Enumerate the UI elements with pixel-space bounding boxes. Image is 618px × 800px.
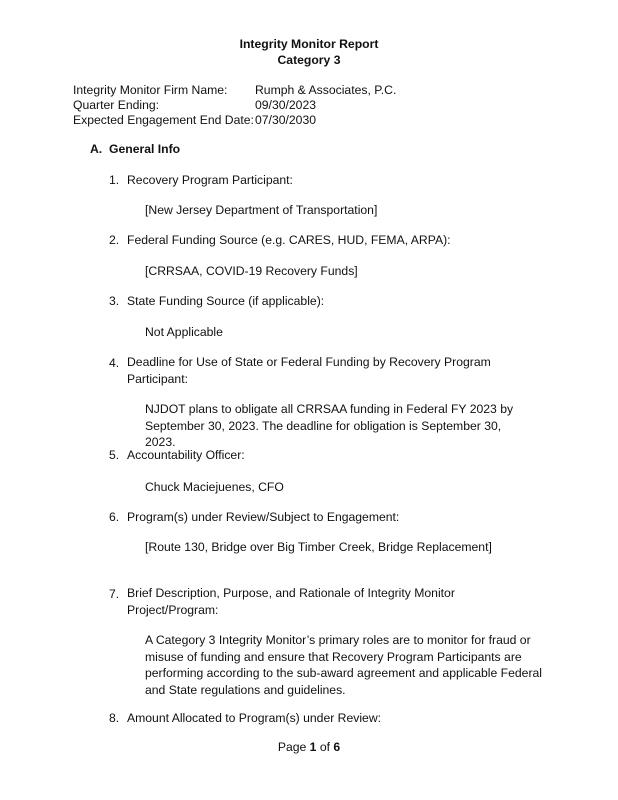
item-number: 4. — [109, 356, 120, 370]
item-number: 1. — [109, 173, 120, 187]
page-current: 1 — [309, 740, 317, 754]
item-number: 8. — [109, 711, 120, 725]
page-label: Page — [277, 740, 307, 754]
item-question: State Funding Source (if applicable): — [127, 294, 325, 308]
page-footer — [0, 740, 618, 754]
meta-label-quarter-ending: Quarter Ending: — [73, 98, 160, 112]
section-title: General Info — [109, 142, 181, 156]
item-answer: A Category 3 Integrity Monitor’s primary roles are to monitor for fraud or misuse of funding and ensure that Recovery Program Participants are performing according to the sub-award agreement and applicable Federal and State regulations and guidelines. — [145, 633, 543, 697]
item-question: Federal Funding Source (e.g. CARES, HUD, FEMA, ARPA): — [127, 233, 451, 247]
meta-label-firm-name: Integrity Monitor Firm Name: — [73, 83, 228, 97]
item-number: 3. — [109, 294, 120, 308]
meta-value-end-date: 07/30/2030 — [255, 113, 316, 127]
item-answer: Not Applicable — [145, 325, 223, 339]
section-marker: A. — [90, 142, 103, 156]
meta-label-end-date: Expected Engagement End Date: — [73, 113, 254, 127]
page-of: of — [319, 740, 331, 754]
page-total: 6 — [333, 740, 341, 754]
item-question: Amount Allocated to Program(s) under Review: — [127, 711, 382, 725]
meta-value-quarter-ending: 09/30/2023 — [255, 98, 316, 112]
item-number: 5. — [109, 448, 120, 462]
item-number: 6. — [109, 510, 120, 524]
item-answer: [New Jersey Department of Transportation] — [145, 203, 378, 217]
item-question: Program(s) under Review/Subject to Engagement: — [127, 510, 400, 524]
meta-value-firm-name: Rumph & Associates, P.C. — [255, 83, 397, 97]
report-category: Category 3 — [277, 53, 341, 67]
item-answer: Chuck Maciejuenes, CFO — [145, 480, 284, 494]
item-answer: [Route 130, Bridge over Big Timber Creek, Bridge Replacement] — [145, 540, 492, 554]
item-answer: [CRRSAA, COVID-19 Recovery Funds] — [145, 264, 358, 278]
item-question: Recovery Program Participant: — [127, 173, 293, 187]
item-question: Brief Description, Purpose, and Rationale of Integrity Monitor Project/Program: — [127, 586, 455, 617]
report-title: Integrity Monitor Report — [239, 37, 379, 51]
item-question: Accountability Officer: — [127, 448, 245, 462]
item-question: Deadline for Use of State or Federal Funding by Recovery Program Participant: — [127, 355, 491, 386]
item-number: 7. — [109, 587, 120, 601]
item-number: 2. — [109, 233, 120, 247]
item-answer: NJDOT plans to obligate all CRRSAA funding in Federal FY 2023 by September 30, 2023. The deadline for obligation is September 30, 2023. — [145, 402, 514, 449]
